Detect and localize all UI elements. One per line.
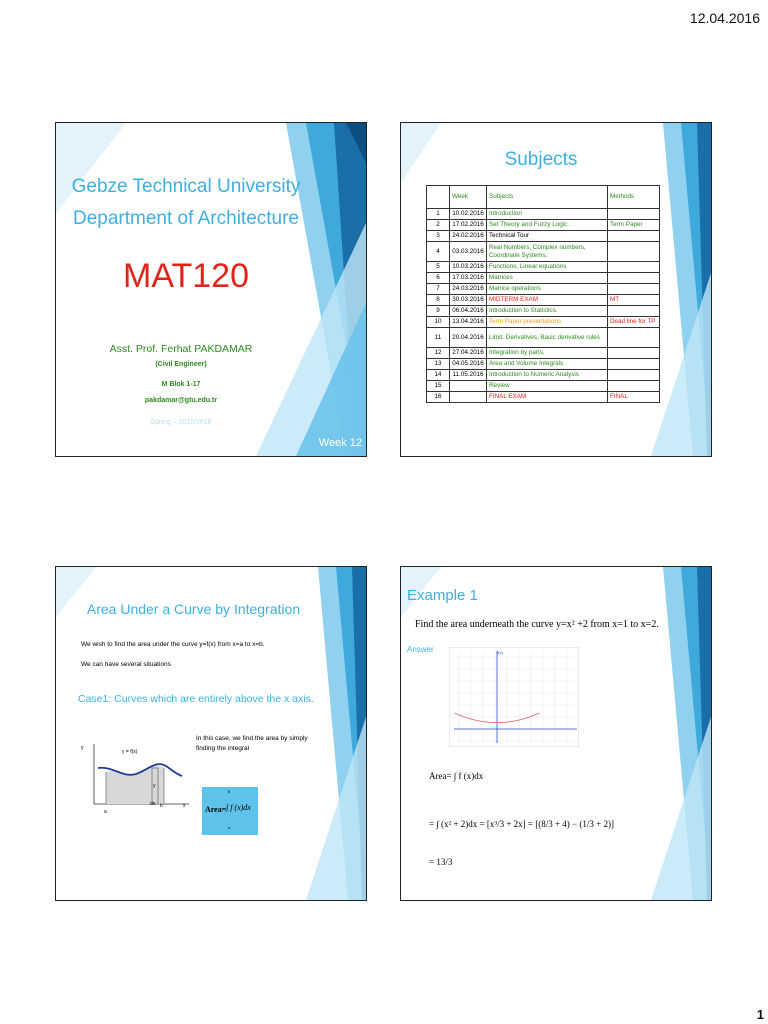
university-name: Gebze Technical University (71, 176, 301, 197)
slide-title-text (56, 171, 316, 235)
step-1: Area= ∫ f (x)dx (429, 771, 484, 781)
formula-lower: a (228, 825, 230, 830)
row-method (608, 381, 660, 392)
row-subject: Set Theory and Fuzzy Logic. (487, 220, 608, 231)
table-row (427, 381, 660, 392)
row-week: 03.03.2016 (450, 242, 487, 262)
row-number: 9 (427, 306, 450, 317)
graph-function-label: f(x) (497, 650, 503, 655)
row-week: 10.03.2016 (450, 262, 487, 273)
row-subject: Real Numbers, Complex numbers, Coordinate Systems. (487, 242, 608, 262)
row-subject: Integration by parts, (487, 348, 608, 359)
office: M Blok 1-17 (161, 381, 201, 388)
subjects-title: Subjects (504, 149, 578, 170)
slide-title (55, 122, 367, 457)
row-week: 24.02.2016 (450, 231, 487, 242)
row-method (608, 231, 660, 242)
row-week: 10.02.2016 (450, 209, 487, 220)
col-subjects: Subjects (487, 186, 608, 209)
row-week: 06.04.2016 (450, 306, 487, 317)
example-title: Example 1 (407, 587, 478, 604)
example-problem: Find the area underneath the curve y=x² +2 from x=1 to x=2. (415, 619, 659, 630)
row-method (608, 306, 660, 317)
col-no (427, 186, 450, 209)
row-number: 15 (427, 381, 450, 392)
row-number: 11 (427, 328, 450, 348)
table-row (427, 242, 660, 262)
table-row (427, 348, 660, 359)
row-week: 17.02.2016 (450, 220, 487, 231)
table-row (427, 231, 660, 242)
step-2: = ∫ (x² + 2)dx = [x³/3 + 2x] = [(8/3 + 4) − (1/3 + 2)] (429, 819, 614, 829)
area-title: Area Under a Curve by Integration (86, 601, 301, 617)
table-row (427, 328, 660, 348)
row-number: 8 (427, 295, 450, 306)
row-number: 5 (427, 262, 450, 273)
row-subject: Matrices (487, 273, 608, 284)
row-subject: Limit. Derivatives, Basic derivative rules (487, 328, 608, 348)
row-number: 14 (427, 370, 450, 381)
page-number: 1 (756, 1007, 764, 1022)
row-number: 4 (427, 242, 450, 262)
row-method (608, 284, 660, 295)
row-number: 12 (427, 348, 450, 359)
row-subject: Review (487, 381, 608, 392)
row-week (450, 392, 487, 403)
row-subject: Technical Tour (487, 231, 608, 242)
email: pakdamar@gtu.edu.tr (144, 397, 218, 404)
course-code: MAT120 (123, 257, 249, 295)
table-row (427, 359, 660, 370)
row-subject: MIDTERM EXAM (487, 295, 608, 306)
row-week: 11.05.2016 (450, 370, 487, 381)
formula-box (202, 787, 258, 835)
row-method: FINAL (608, 392, 660, 403)
row-week (450, 381, 487, 392)
row-week: 20.04.2016 (450, 328, 487, 348)
formula-label: Area= (205, 805, 227, 814)
slide-subjects (400, 122, 712, 457)
row-subject: Functions, Linear equations (487, 262, 608, 273)
fig-y-label: y (81, 745, 84, 751)
step-3: = 13/3 (429, 857, 453, 867)
row-method (608, 370, 660, 381)
fig-yy-label: y (153, 783, 156, 789)
row-method: Dead line for TP (608, 317, 660, 328)
formula-body: ∫ f (x)dx (226, 803, 251, 812)
row-number: 2 (427, 220, 450, 231)
row-week: 24.03.2016 (450, 284, 487, 295)
row-method (608, 262, 660, 273)
fig-b-label: b (160, 803, 163, 809)
row-subject: Matrice operations (487, 284, 608, 295)
row-method (608, 273, 660, 284)
row-subject: Area and Volume Integrals (487, 359, 608, 370)
table-row (427, 317, 660, 328)
slide-area-under-curve (55, 566, 367, 901)
row-method (608, 209, 660, 220)
fig-a-label: a (104, 809, 107, 815)
row-number: 1 (427, 209, 450, 220)
col-methods: Methods (608, 186, 660, 209)
table-row (427, 273, 660, 284)
fig-dx-label: dx (150, 801, 156, 807)
row-number: 13 (427, 359, 450, 370)
row-method (608, 328, 660, 348)
row-week: 30.03.2016 (450, 295, 487, 306)
row-subject: Introduction to Statistics. (487, 306, 608, 317)
table-row (427, 392, 660, 403)
row-number: 6 (427, 273, 450, 284)
table-row (427, 295, 660, 306)
table-row (427, 220, 660, 231)
row-method (608, 348, 660, 359)
page-date: 12.04.2016 (689, 10, 760, 26)
row-subject: Term Paper presentations (487, 317, 608, 328)
row-method: Term Paper (608, 220, 660, 231)
row-method: MT (608, 295, 660, 306)
department-name: Department of Architecture (73, 208, 299, 229)
row-week: 17.03.2016 (450, 273, 487, 284)
row-subject: Introduction to Numeric Analysis (487, 370, 608, 381)
col-week: Week (450, 186, 487, 209)
instructor-role: (Civil Engineer) (155, 361, 207, 368)
week-label: Week 12 (318, 437, 362, 449)
row-number: 3 (427, 231, 450, 242)
table-row (427, 370, 660, 381)
table-row (427, 262, 660, 273)
instructor-name: Asst. Prof. Ferhat PAKDAMAR (109, 343, 253, 355)
row-week: 27.04.2016 (450, 348, 487, 359)
case-note: In this case, we find the area by simply finding the integral (196, 735, 308, 752)
row-number: 7 (427, 284, 450, 295)
slide-example-1 (400, 566, 712, 901)
row-week: 13.04.2016 (450, 317, 487, 328)
case-heading: Case1: Curves which are entirely above the x axis. (78, 693, 314, 705)
term: Spring – 2015/2016 (150, 419, 212, 426)
table-header-row (427, 186, 660, 209)
fig-x-label: x (183, 803, 186, 809)
formula-upper: b (228, 789, 231, 794)
row-method (608, 242, 660, 262)
intro-line-2: We can have several situations (81, 661, 171, 668)
area-figure (84, 742, 194, 817)
table-row (427, 306, 660, 317)
row-method (608, 359, 660, 370)
fig-fx-label: y = f(x) (122, 749, 138, 755)
answer-label: Answer (407, 645, 434, 654)
table-row (427, 209, 660, 220)
row-subject: FINAL EXAM (487, 392, 608, 403)
intro-line-1: We wish to find the area under the curve y=f(x) from x=a to x=b. (81, 641, 265, 648)
row-number: 10 (427, 317, 450, 328)
parabola-graph (449, 647, 579, 747)
row-number: 16 (427, 392, 450, 403)
table-row (427, 284, 660, 295)
row-subject: Introduction (487, 209, 608, 220)
row-week: 04.05.2016 (450, 359, 487, 370)
subjects-table (426, 185, 660, 403)
